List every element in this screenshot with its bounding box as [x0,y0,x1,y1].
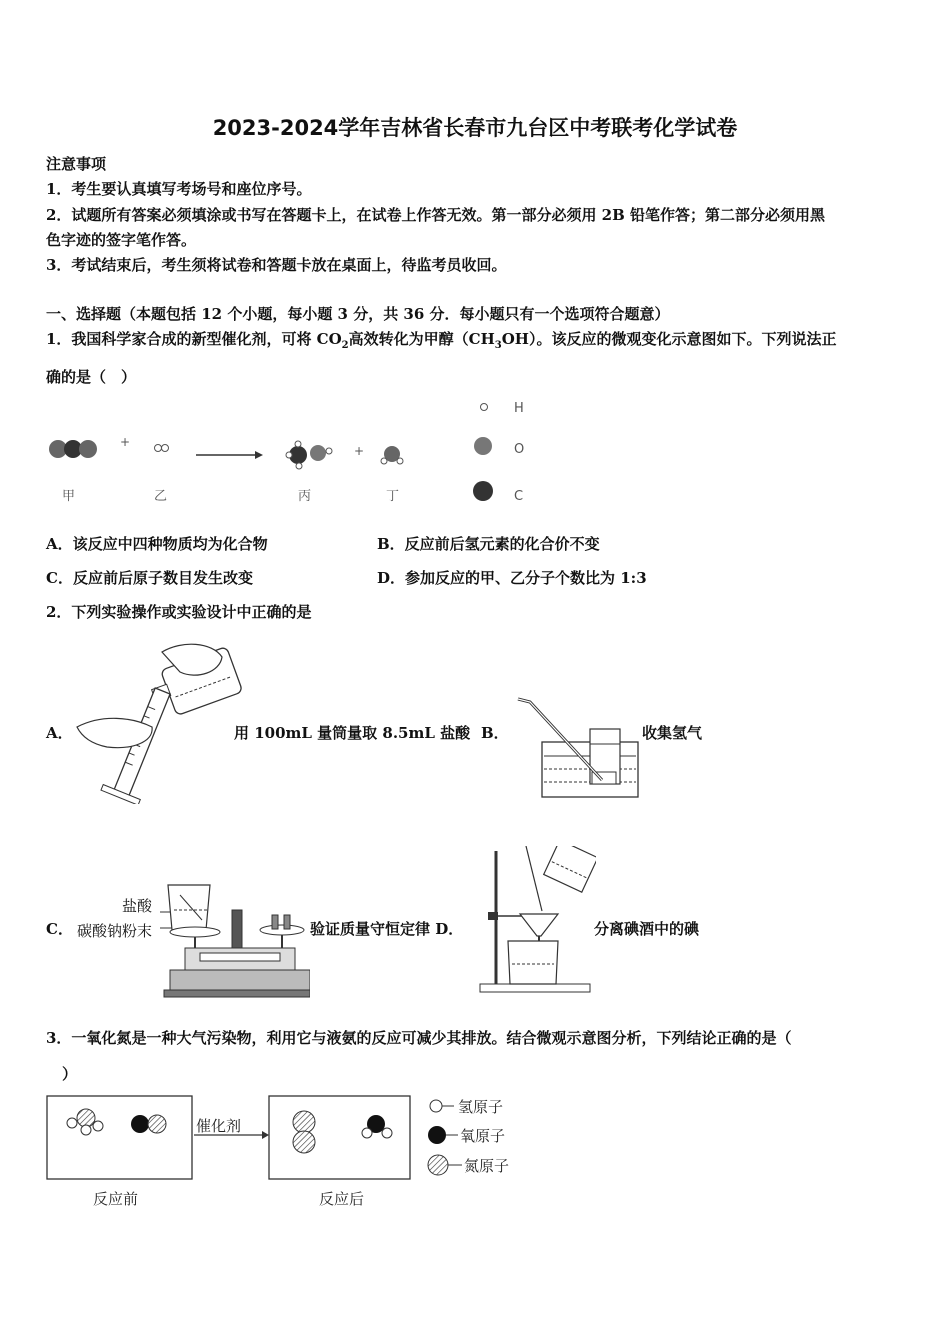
hydrogen-atom [362,1128,372,1138]
notice-item: 1．考生要认真填写考场号和座位序号。 [46,180,312,198]
hydrogen-atom [81,1125,91,1135]
notice-heading: 注意事项 [46,155,107,173]
nitrogen-atom [293,1131,315,1153]
legend-hydrogen-icon [481,404,488,411]
hydrogen-atom [67,1118,77,1128]
hydrogen-atom [326,448,332,454]
plus-sign: + [354,444,365,458]
q2-a-image-graduated-cylinder [72,632,252,804]
q3-stem: 3．一氧化氮是一种大气污染物，利用它与液氨的反应可减少其排放。结合微观示意图分析，下列结论正确的是（ [46,1029,792,1047]
notice-item: 2．试题所有答案必须填涂或书写在答题卡上，在试卷上作答无效。第一部分必须用 2B 铅笔作答；第二部分必须用黑 [46,206,826,224]
section-heading: 一、选择题（本题包括 12 个小题，每小题 3 分，共 36 分．每小题只有一个选项符合题意） [46,305,670,323]
hydrogen-atom [162,445,169,452]
hydrogen-atom [155,445,162,452]
q2-c-tag-hcl: 盐酸 [122,897,153,915]
q1-stem: 1．我国科学家合成的新型催化剂，可将 $CO_2$高效转化为甲醇$(CH_3OH)$。该反应的微观变化示意图如下。下列说法正 [46,330,837,351]
oxygen-atom [79,440,97,458]
legend-nitrogen-icon [428,1155,448,1175]
hydrogen-atom [295,441,301,447]
q2-c-tag-na2co3: 碳酸钠粉末 [77,922,153,940]
before-label: 反应前 [93,1190,139,1208]
q1-option-d[interactable]: D．参加反应的甲、乙分子个数比为 1:3 [377,569,647,587]
q2-b-label[interactable]: B． [481,724,509,742]
legend-oxygen-icon [474,437,492,455]
q2-d-text: 分离碘酒中的碘 [594,920,700,938]
q2-c-image-balance [160,880,310,998]
oxygen-atom [310,445,326,461]
q3-reaction-diagram [40,1090,530,1215]
legend-nitrogen: 氮原子 [464,1157,510,1175]
label-ding: 丁 [386,489,400,504]
q2-b-text: 收集氢气 [642,724,703,742]
hydrogen-atom [381,458,387,464]
catalyst-label: 催化剂 [196,1117,242,1135]
legend-hydrogen: 氢原子 [458,1098,504,1116]
hydrogen-atom [397,458,403,464]
nitrogen-atom [293,1111,315,1133]
nitrogen-atom [77,1109,95,1127]
label-bing: 丙 [298,489,312,504]
q1-reaction-diagram [40,390,600,510]
legend-h: H [514,401,524,416]
notice-item: 3．考试结束后，考生须将试卷和答题卡放在桌面上，待监考员收回。 [46,256,507,274]
hydrogen-atom [93,1121,103,1131]
oxygen-atom [131,1115,149,1133]
q2-b-image-gas-collection [510,694,640,804]
hydrogen-atom [296,463,302,469]
q1-stem-line2: 确的是（ ） [46,368,137,386]
after-label: 反应后 [319,1190,365,1208]
q2-c-label[interactable]: C． [46,920,73,938]
before-box [47,1096,192,1179]
legend-oxygen-icon [428,1126,446,1144]
q2-c-text: 验证质量守恒定律 D． [310,920,464,938]
label-yi: 乙 [154,489,168,504]
legend-hydrogen-icon [430,1100,442,1112]
q1-option-b[interactable]: B．反应前后氢元素的化合价不变 [377,535,600,553]
arrow-head [255,451,263,459]
arrow-head [262,1131,269,1139]
legend-oxygen: 氧原子 [460,1127,506,1145]
notice-item: 色字迹的签字笔作答。 [46,231,197,249]
page-title: 2023-2024学年吉林省长春市九台区中考联考化学试卷 [212,116,738,140]
q3-stem-line2: ） [62,1065,78,1083]
q1-option-a[interactable]: A．该反应中四种物质均为化合物 [46,535,268,553]
plus-sign: + [120,435,131,449]
nitrogen-atom [148,1115,166,1133]
hydrogen-atom [286,452,292,458]
q2-stem: 2．下列实验操作或实验设计中正确的是 [46,603,312,621]
q2-a-text: 用 100mL 量筒量取 8.5mL 盐酸 [234,724,471,742]
legend-carbon-icon [473,481,493,501]
q2-d-image-filtration [478,846,596,998]
label-jia: 甲 [62,489,76,504]
hydrogen-atom [382,1128,392,1138]
legend-o: O [514,442,525,457]
q2-a-label[interactable]: A． [46,724,73,742]
q1-option-c[interactable]: C．反应前后原子数目发生改变 [46,569,253,587]
legend-c: C [514,489,524,504]
